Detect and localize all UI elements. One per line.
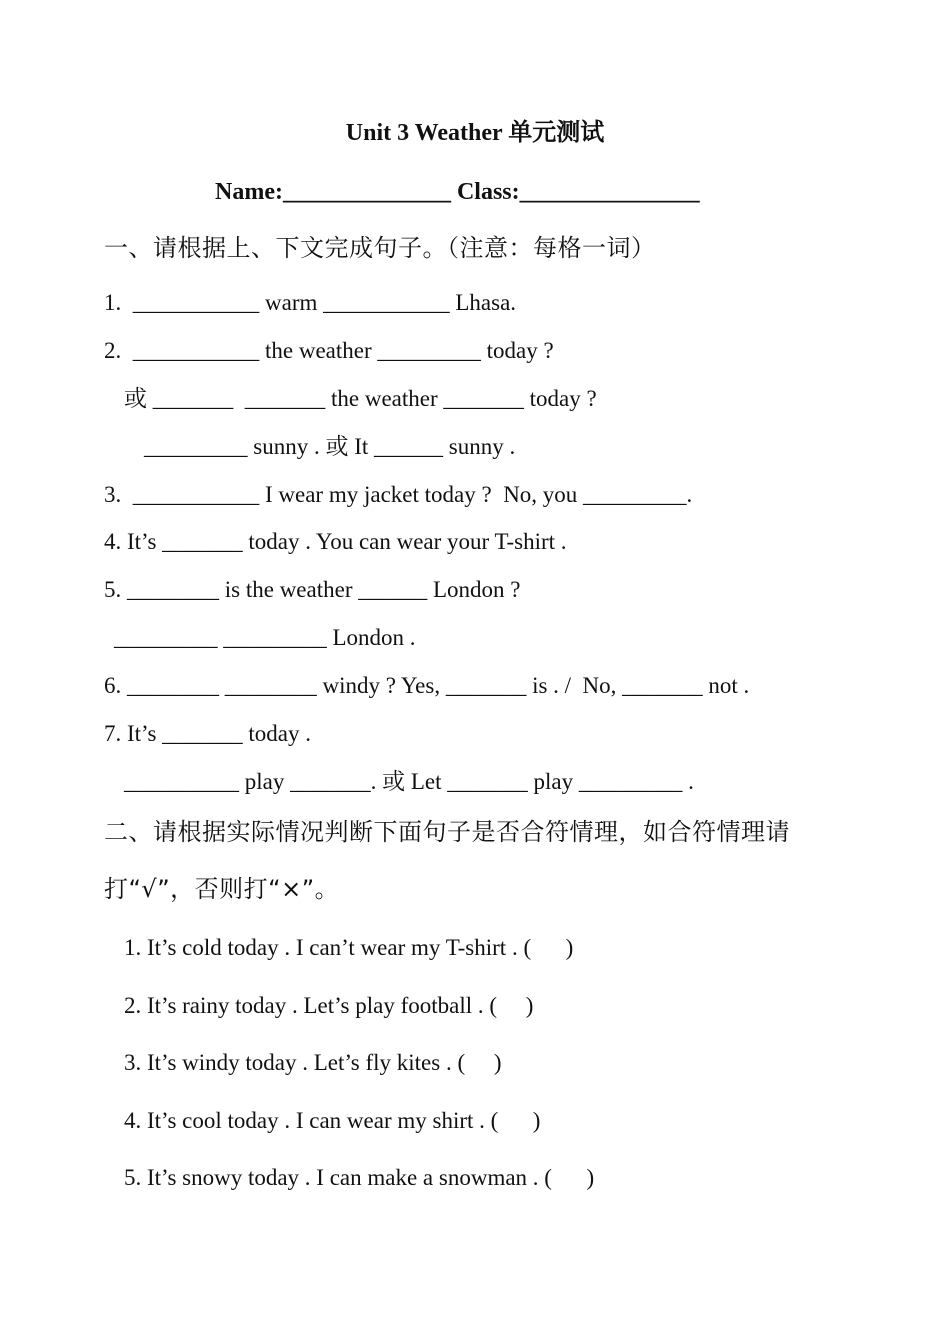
section-1-heading: 一、请根据上、下文完成句子。（注意：每格一词） xyxy=(104,234,656,262)
question-line: 6. ________ ________ windy ? Yes, _______ is . / No, _______ not . xyxy=(104,673,750,698)
question-line: 1. ___________ warm ___________ Lhasa. xyxy=(104,290,517,315)
name-class-line: Name:______________ Class:_______________ xyxy=(215,179,700,205)
question-line: 5. ________ is the weather ______ London ? xyxy=(104,577,521,602)
question-line: 3. ___________ I wear my jacket today ? No, you _________. xyxy=(104,482,693,507)
question-line: _________ _________ London . xyxy=(114,625,416,650)
question-line: 4. It’s _______ today . You can wear your T-shirt . xyxy=(104,529,567,554)
question-line: 7. It’s _______ today . xyxy=(104,721,311,746)
judgement-item: 3. It’s windy today . Let’s fly kites . ( ) xyxy=(124,1050,502,1075)
question-line: _________ sunny . 或 It ______ sunny . xyxy=(144,434,516,459)
judgement-item: 4. It’s cool today . I can wear my shirt . ( ) xyxy=(124,1108,541,1133)
page-title: Unit 3 Weather 单元测试 xyxy=(345,120,605,146)
question-line: 或 _______ _______ the weather _______ today ? xyxy=(124,386,597,411)
section-2-heading-line-2: 打“√”，否则打“×”。 xyxy=(104,875,340,903)
judgement-item: 1. It’s cold today . I can’t wear my T-shirt . ( ) xyxy=(124,935,574,960)
judgement-item: 5. It’s snowy today . I can make a snowman . ( ) xyxy=(124,1165,595,1190)
question-line: 2. ___________ the weather _________ today ? xyxy=(104,338,554,363)
judgement-item: 2. It’s rainy today . Let’s play football . ( ) xyxy=(124,993,534,1018)
question-line: __________ play _______. 或 Let _______ play _________ . xyxy=(124,769,694,794)
section-2-heading-line-1: 二、请根据实际情况判断下面句子是否合符情理，如合符情理请 xyxy=(104,818,790,846)
